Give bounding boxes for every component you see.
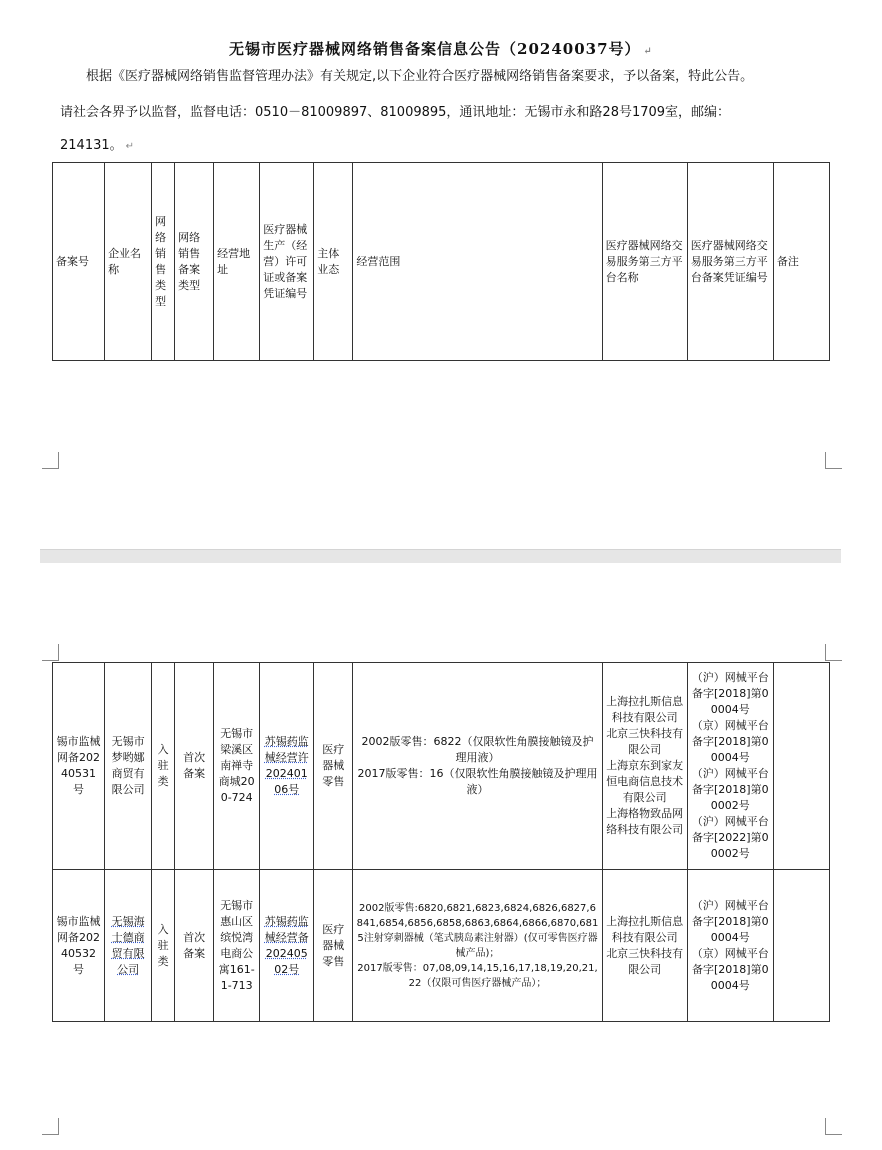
business-type: 医疗器械零售 bbox=[314, 663, 353, 870]
header-address: 经营地址 bbox=[214, 163, 260, 361]
page-title: 无锡市医疗器械网络销售备案信息公告（20240037号） ↵ bbox=[229, 40, 653, 58]
record-no: 锡市监械网备20240532号 bbox=[53, 870, 105, 1022]
sales-type: 入驻类 bbox=[152, 870, 175, 1022]
platform-name: 北京三快科技有限公司 bbox=[606, 727, 684, 756]
company-name: 无锡市梦哟娜商贸有限公司 bbox=[105, 663, 152, 870]
platform-cert: （沪）网械平台备字[2018]第00004号 bbox=[691, 671, 769, 716]
contact-paragraph: 请社会各界予以监督，监督电话：0510－81009897、81009895，通讯地址：无锡市永和路28号1709室，邮编： bbox=[60, 105, 731, 120]
header-sales-type: 网络销售类型 bbox=[152, 163, 175, 361]
page-corner-mark bbox=[825, 644, 842, 661]
page-corner-mark bbox=[825, 452, 842, 469]
header-company: 企业名称 bbox=[105, 163, 152, 361]
filing-type: 首次备案 bbox=[175, 663, 214, 870]
business-scope bbox=[353, 870, 602, 1022]
platform-cert: （沪）网械平台备字[2018]第00004号 bbox=[691, 898, 769, 944]
business-type: 医疗器械零售 bbox=[314, 870, 353, 1022]
page-gap bbox=[40, 549, 841, 563]
postcode-line: 214131。 ↵ bbox=[60, 138, 135, 153]
page-corner-mark bbox=[42, 644, 59, 661]
header-record-no: 备案号 bbox=[53, 163, 105, 361]
scope-2017: 2017版零售：16（仅限软性角膜接触镜及护理用液） bbox=[357, 767, 598, 796]
header-filing-type: 网络销售备案类型 bbox=[175, 163, 214, 361]
scope-2002: 2002版零售:6820,6821,6823,6824,6826,6827,6841,6854,6856,6858,6863,6864,6866,6870,6815注射穿刺器械（笔式胰岛素注射器）(仅可零售医疗器械产品)； bbox=[356, 902, 599, 959]
platform-cert: （沪）网械平台备字[2018]第00002号 bbox=[691, 767, 769, 812]
record-no: 锡市监械网备20240531号 bbox=[53, 663, 105, 870]
note bbox=[773, 663, 829, 870]
company-name: 无锡海士德商贸有限公司 bbox=[105, 870, 152, 1022]
page-corner-mark bbox=[42, 452, 59, 469]
header-license: 医疗器械生产（经营）许可证或备案凭证编号 bbox=[260, 163, 314, 361]
platform-cert: （沪）网械平台备字[2022]第00002号 bbox=[691, 815, 769, 860]
header-note: 备注 bbox=[773, 163, 829, 361]
page-corner-mark bbox=[825, 1118, 842, 1135]
platform-names bbox=[602, 663, 687, 870]
platform-name: 上海拉扎斯信息科技有限公司 bbox=[606, 914, 684, 944]
table-row bbox=[53, 663, 830, 870]
scope-2002: 2002版零售：6822（仅限软性角膜接触镜及护理用液） bbox=[361, 735, 594, 764]
platform-cert: （京）网械平台备字[2018]第00004号 bbox=[691, 946, 769, 992]
business-scope bbox=[353, 663, 602, 870]
header-business: 主体业态 bbox=[314, 163, 353, 361]
scope-2017: 2017版零售：07,08,09,14,15,16,17,18,19,20,21,22（仅限可售医疗器械产品）； bbox=[357, 962, 598, 989]
platform-name: 上海京东到家友恒电商信息技术有限公司 bbox=[606, 759, 684, 804]
platform-name: 北京三快科技有限公司 bbox=[606, 946, 684, 976]
platform-certs bbox=[687, 663, 773, 870]
header-platform: 医疗器械网络交易服务第三方平台名称 bbox=[602, 163, 687, 361]
note bbox=[773, 870, 829, 1022]
page-corner-mark bbox=[42, 1118, 59, 1135]
header-table bbox=[52, 162, 830, 361]
table-row bbox=[53, 870, 830, 1022]
platform-cert: （京）网械平台备字[2018]第00004号 bbox=[691, 719, 769, 764]
license-number: 苏锡药监械经营备20240502号 bbox=[260, 870, 314, 1022]
sales-type: 入驻类 bbox=[152, 663, 175, 870]
filing-type: 首次备案 bbox=[175, 870, 214, 1022]
data-table bbox=[52, 662, 830, 1022]
header-scope: 经营范围 bbox=[353, 163, 602, 361]
license-number: 苏锡药监械经营许20240106号 bbox=[260, 663, 314, 870]
intro-paragraph: 根据《医疗器械网络销售监督管理办法》有关规定,以下企业符合医疗器械网络销售备案要求，予以备案，特此公告。 bbox=[86, 69, 754, 84]
business-address: 无锡市惠山区缤悦湾电商公寓161-1-713 bbox=[214, 870, 260, 1022]
platform-certs bbox=[687, 870, 773, 1022]
header-platform-cert: 医疗器械网络交易服务第三方平台备案凭证编号 bbox=[687, 163, 773, 361]
platform-name: 上海拉扎斯信息科技有限公司 bbox=[606, 695, 684, 724]
platform-names bbox=[602, 870, 687, 1022]
business-address: 无锡市梁溪区南禅寺商城200-724 bbox=[214, 663, 260, 870]
platform-name: 上海格物致品网络科技有限公司 bbox=[606, 807, 684, 836]
